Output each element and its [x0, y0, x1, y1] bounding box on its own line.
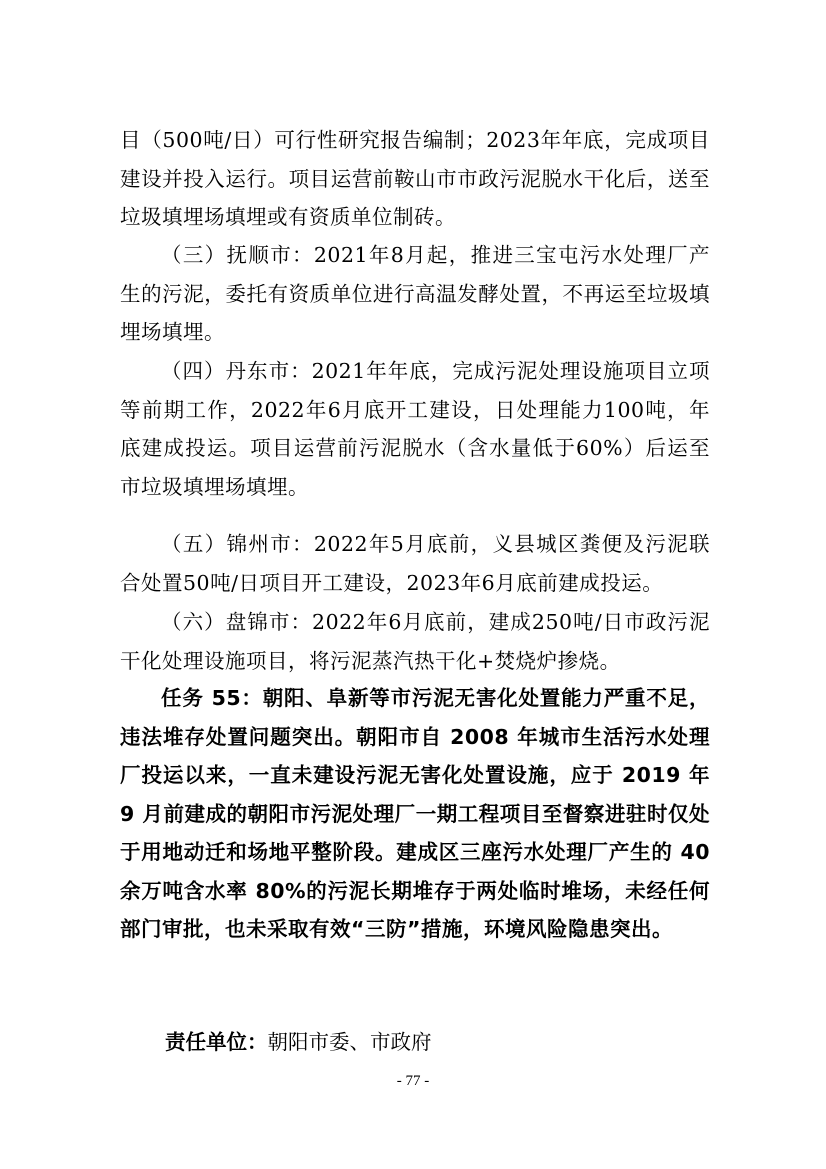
responsibility-line — [165, 1023, 432, 1062]
paragraph-dandong: （四）丹东市：2021年年底，完成污泥处理设施项目立项等前期工作，2022年6月底开工建设，日处理能力100吨，年底建成投运。项目运营前污泥脱水（含水量低于60%）后运至市垃圾填埋场填埋。 — [120, 359, 710, 499]
responsibility-value: 朝阳市委、市政府 — [267, 1030, 432, 1054]
paragraph-jinzhou: （五）锦州市：2022年5月底前，义县城区粪便及污泥联合处置50吨/日项目开工建设，2023年6月底前建成投运。 — [120, 532, 710, 595]
paragraph-task-55: 任务 55：朝阳、阜新等市污泥无害化处置能力严重不足，违法堆存处置问题突出。朝阳市自 2008 年城市生活污水处理厂投运以来，一直未建设污泥无害化处置设施，应于 2019 年 9 月前建成的朝阳市污泥处理厂一期工程项目至督察进驻时仅处于用地动迁和场地平整阶段。建成区三座污水处理厂产生的 40 余万吨含水率 80%的污泥长期堆存于两处临时堆场，未经任何部门审批，也未采取有效“三防”措施，环境风险隐患突出。 — [120, 686, 710, 941]
paragraph-fushun: （三）抚顺市：2021年8月起，推进三宝屯污水处理厂产生的污泥，委托有资质单位进行高温发酵处置，不再运至垃圾填埋场填埋。 — [120, 243, 710, 344]
responsibility-label: 责任单位： — [165, 1030, 268, 1054]
page-number: - 77 - — [396, 1073, 430, 1089]
paragraph-panjin: （六）盘锦市：2022年6月底前，建成250吨/日市政污泥干化处理设施项目，将污泥蒸汽热干化+焚烧炉掺烧。 — [120, 610, 710, 673]
paragraph-anshan-continued: 目（500吨/日）可行性研究报告编制；2023年年底，完成项目建设并投入运行。项目运营前鞍山市市政污泥脱水干化后，送至垃圾填埋场填埋或有资质单位制砖。 — [120, 128, 710, 229]
